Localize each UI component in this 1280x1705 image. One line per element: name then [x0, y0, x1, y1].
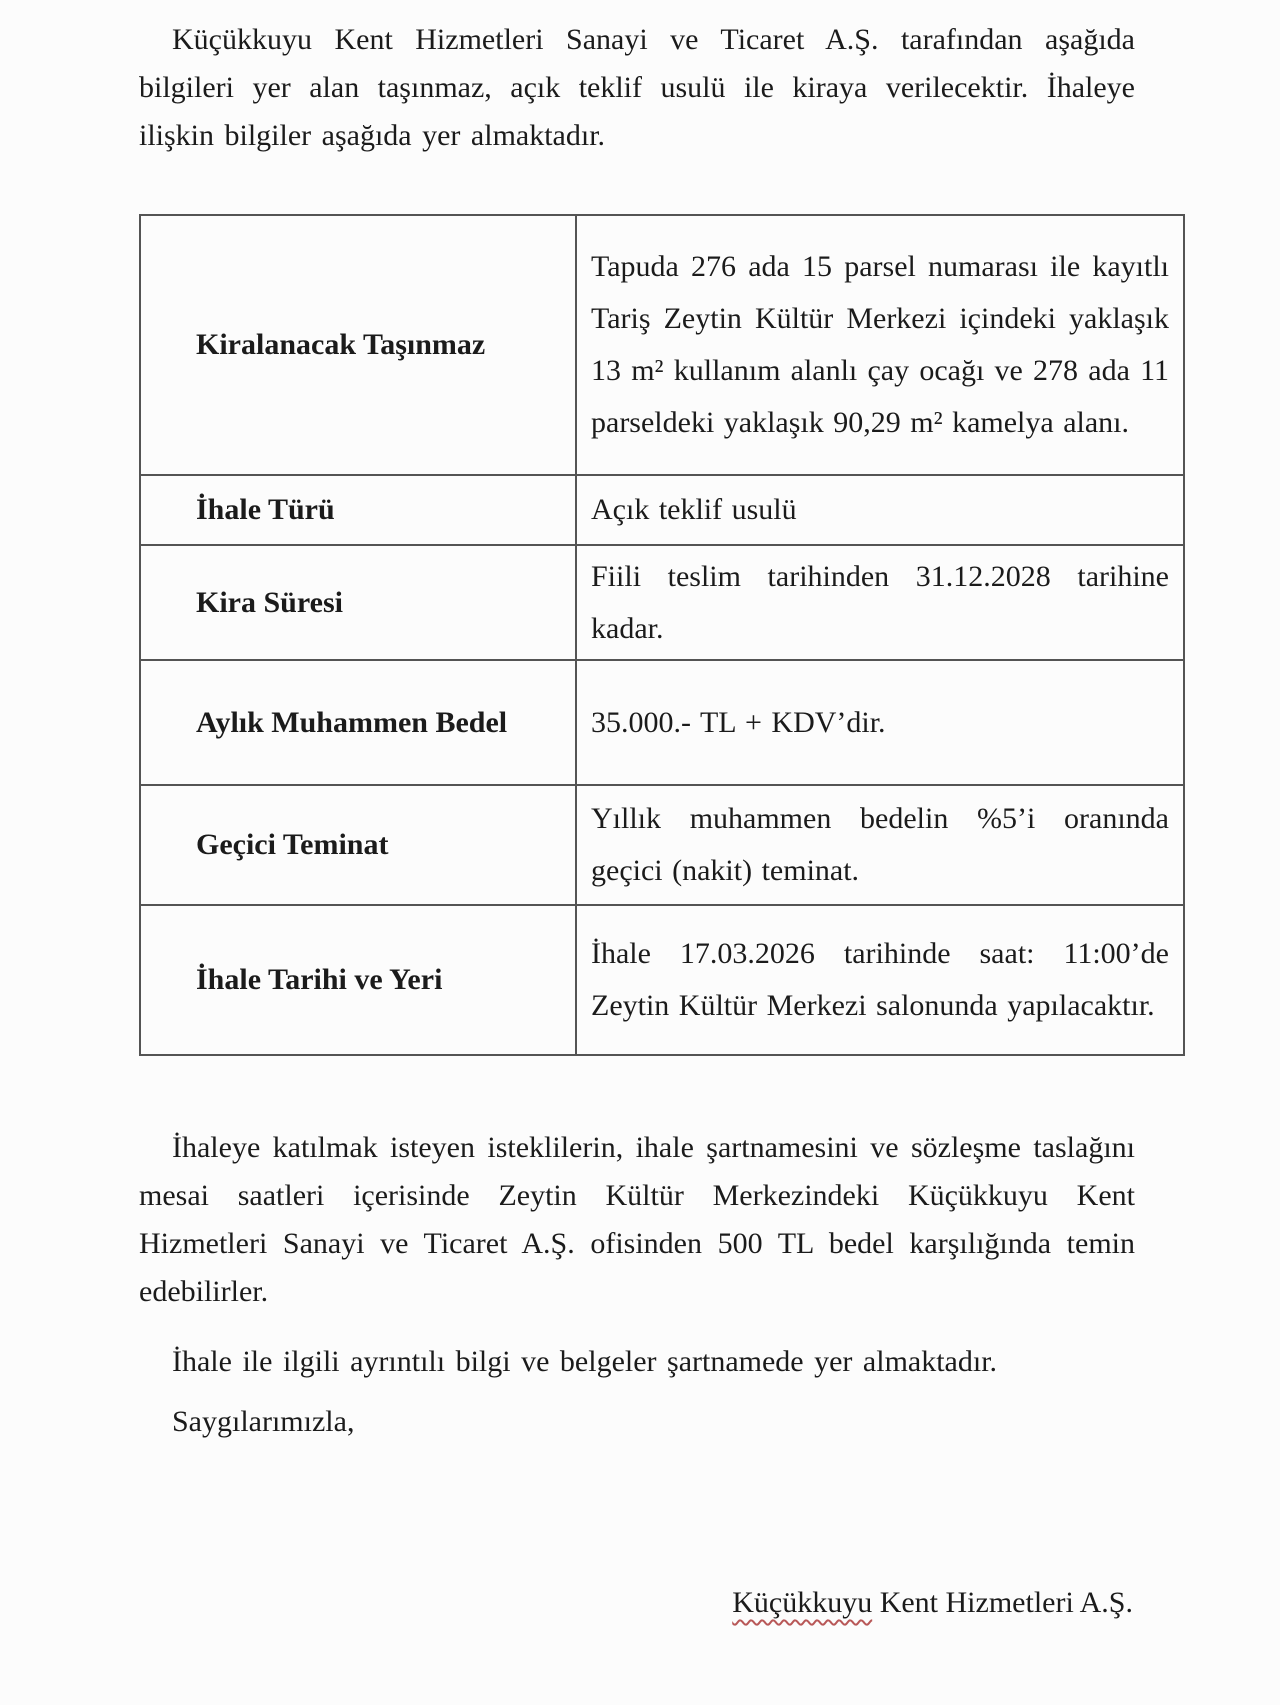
- table-row-kiralanacak-tasinmaz: [140, 215, 1184, 475]
- row-value: Tapuda 276 ada 15 parsel numarası ile kayıtlı Tariş Zeytin Kültür Merkezi içindeki yaklaşık 13 m² kullanım alanlı çay ocağı ve 278 ada 11 parseldeki yaklaşık 90,29 m² kamelya alanı.: [576, 215, 1184, 475]
- row-value: Açık teklif usulü: [576, 475, 1184, 545]
- table-row-ihale-turu: [140, 475, 1184, 545]
- row-label: Kiralanacak Taşınmaz: [140, 215, 576, 475]
- row-value: Fiili teslim tarihinden 31.12.2028 tarihine kadar.: [576, 545, 1184, 660]
- intro-paragraph: Küçükkuyu Kent Hizmetleri Sanayi ve Ticaret A.Ş. tarafından aşağıda bilgileri yer alan taşınmaz, açık teklif usulü ile kiraya verilecektir. İhaleye ilişkin bilgiler aşağıda yer almaktadır.: [139, 23, 1135, 152]
- tender-info-table-body: [140, 215, 1184, 1055]
- row-value: Yıllık muhammen bedelin %5’i oranında geçici (nakit) teminat.: [576, 785, 1184, 905]
- details-paragraph: İhale ile ilgili ayrıntılı bilgi ve belgeler şartnamede yer almaktadır.: [172, 1345, 998, 1378]
- signature-company-first-word: Küçükkuyu: [732, 1586, 873, 1619]
- row-value: 35.000.- TL + KDV’dir.: [576, 660, 1184, 785]
- table-row-aylik-muhammen-bedel: [140, 660, 1184, 785]
- table-row-ihale-tarihi-ve-yeri: [140, 905, 1184, 1055]
- table-row-kira-suresi: [140, 545, 1184, 660]
- row-label: İhale Türü: [140, 475, 576, 545]
- row-label: Aylık Muhammen Bedel: [140, 660, 576, 785]
- tender-info-table: [139, 214, 1185, 1056]
- row-label: İhale Tarihi ve Yeri: [140, 905, 576, 1055]
- table-row-gecici-teminat: [140, 785, 1184, 905]
- closing-salutation: Saygılarımızla,: [172, 1405, 355, 1438]
- signature-line: [139, 1578, 1135, 1628]
- signature-company-rest: Kent Hizmetleri A.Ş.: [872, 1586, 1133, 1619]
- row-label: Kira Süresi: [140, 545, 576, 660]
- row-value: İhale 17.03.2026 tarihinde saat: 11:00’de Zeytin Kültür Merkezi salonunda yapılacaktır.: [576, 905, 1184, 1055]
- row-label: Geçici Teminat: [140, 785, 576, 905]
- participation-paragraph: İhaleye katılmak isteyen isteklilerin, ihale şartnamesini ve sözleşme taslağını mesai saatleri içerisinde Zeytin Kültür Merkezindeki Küçükkuyu Kent Hizmetleri Sanayi ve Ticaret A.Ş. ofisinden 500 TL bedel karşılığında temin edebilirler.: [139, 1131, 1135, 1308]
